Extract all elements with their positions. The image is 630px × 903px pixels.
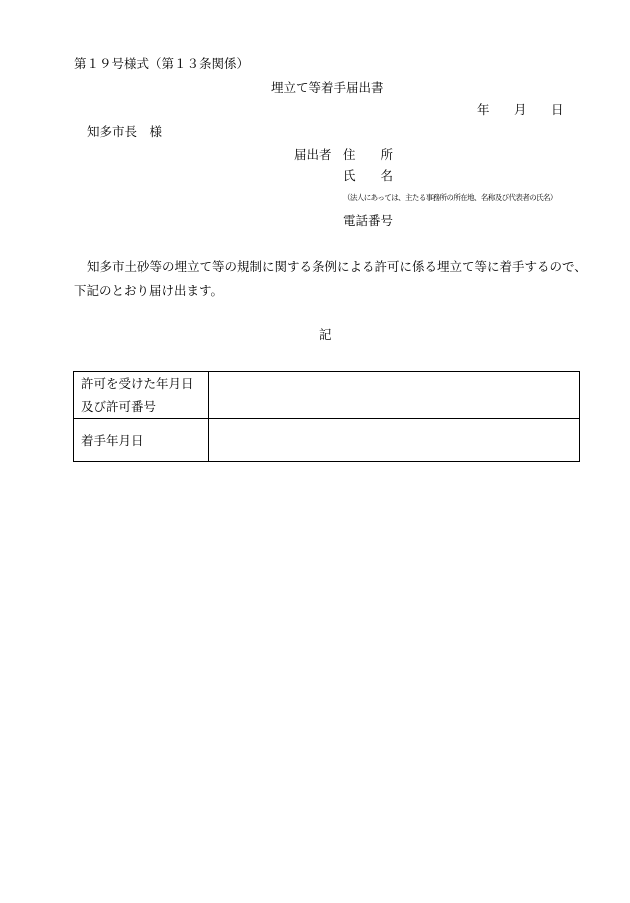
body-line-1: 知多市土砂等の埋立て等の規制に関する条例による許可に係る埋立て等に着手するので、 [87,259,587,274]
permit-label-line-2: 及び許可番号 [81,399,157,414]
permit-label-line-1: 許可を受けた年月日 [81,376,194,391]
name-label: 氏 名 [343,168,394,183]
document-title: 埋立て等着手届出書 [271,80,384,95]
permit-date-number-value[interactable] [209,372,580,419]
table-row [74,372,580,419]
start-date-value[interactable] [209,419,580,462]
corporate-note: （法人にあっては、主たる事務所の所在地、名称及び代表者の氏名） [343,193,557,202]
phone-label: 電話番号 [343,213,394,228]
date-day-label: 日 [551,102,564,117]
notifier-label: 届出者 [294,147,332,162]
body-line-2: 下記のとおり届け出ます。 [74,283,224,298]
permit-date-number-label [74,372,209,419]
form-number: 第１９号様式（第１３条関係） [74,56,250,71]
record-heading: 記 [319,327,332,342]
address-label: 住 所 [343,147,394,162]
addressee: 知多市長 様 [87,124,163,139]
start-date-label [74,419,209,462]
date-year-label: 年 [477,102,490,117]
table-row [74,419,580,462]
date-month-label: 月 [514,102,527,117]
record-table [73,371,580,462]
start-date-label-text: 着手年月日 [81,432,144,448]
